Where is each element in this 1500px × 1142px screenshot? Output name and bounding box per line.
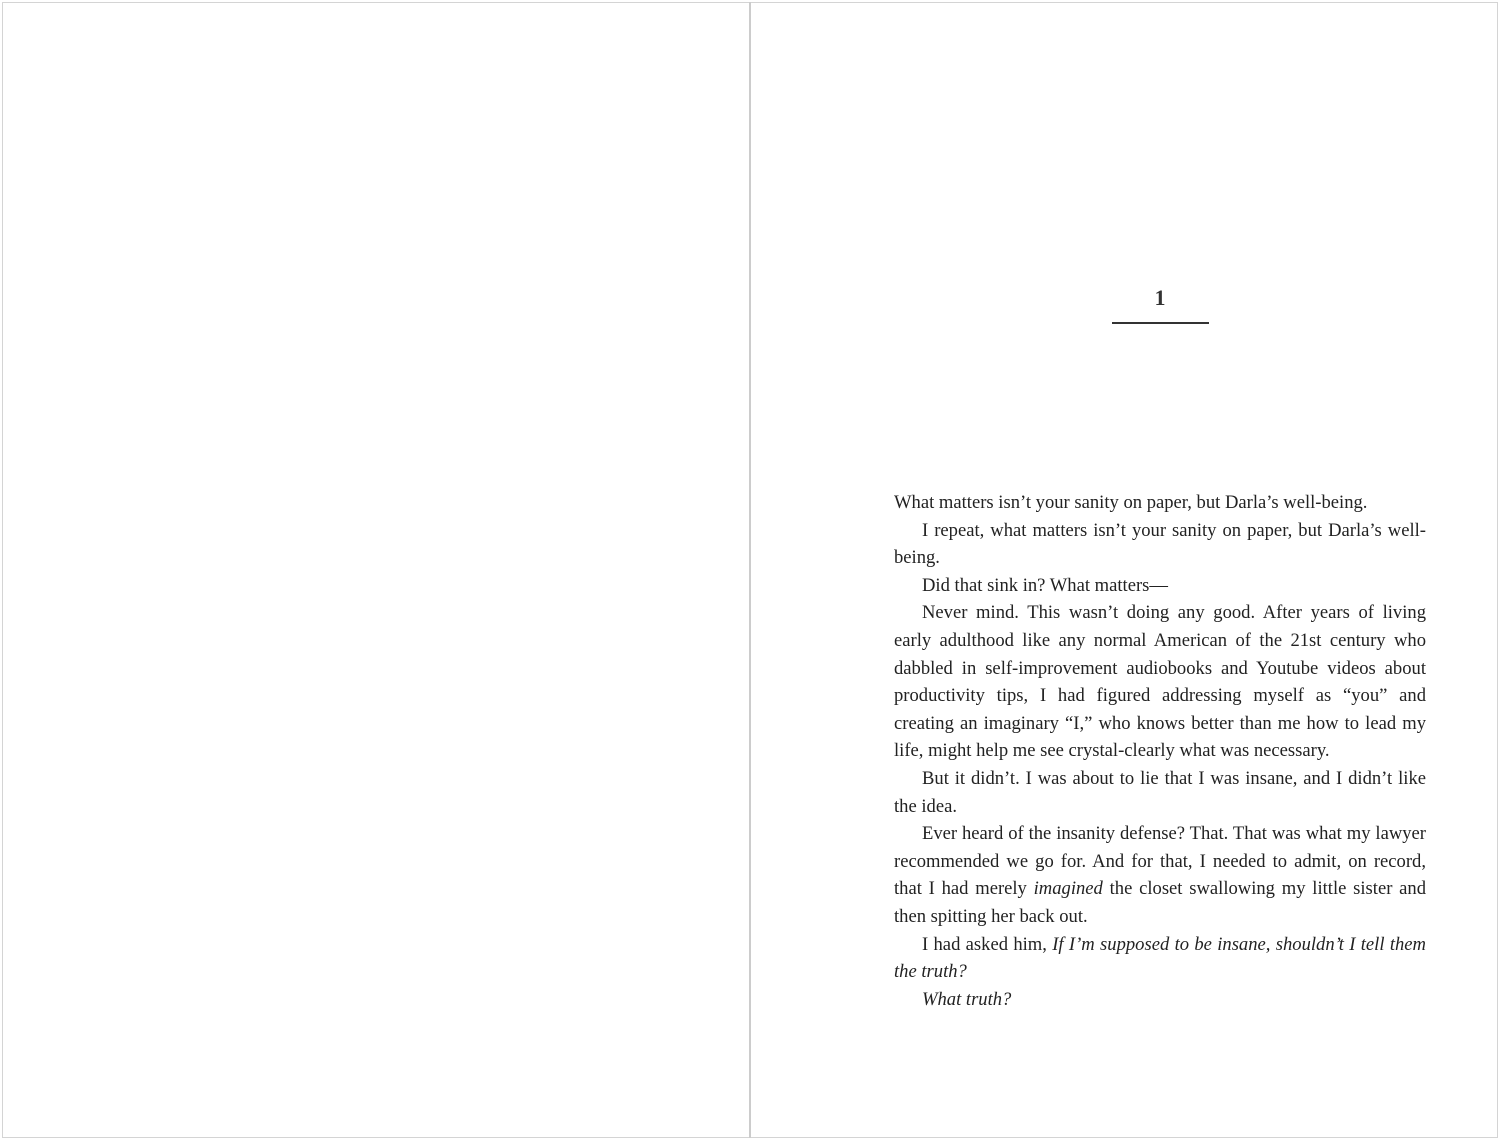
italic-emphasis: imagined [1033, 878, 1103, 900]
paragraph [894, 820, 1426, 930]
chapter-rule [1112, 322, 1209, 324]
paragraph: Never mind. This wasn’t doing any good. After years of living early adulthood like any normal American of the 21st century who dabbled in self-improvement audiobooks and Youtube videos about productivity tips, I had figured addressing myself as “you” and creating an imaginary “I,” who knows better than me how to lead my life, might help me see crystal-clearly what was necessary. [894, 602, 1426, 762]
paragraph-text: I had asked him, [922, 933, 1053, 955]
paragraph: Did that sink in? What matters— [922, 574, 1168, 596]
italic-thought: What truth? [922, 988, 1012, 1010]
chapter-body [894, 489, 1426, 1013]
paragraph: What matters isn’t your sanity on paper, but Darla’s well-being. [894, 492, 1368, 513]
book-gutter [749, 2, 751, 1138]
paragraph-text: the closet swallowing my little sister and then spitting her back out. [894, 878, 1427, 927]
chapter-number: 1 [1154, 285, 1166, 310]
paragraph [894, 986, 1426, 1014]
paragraph [894, 931, 1426, 986]
paragraph: I repeat, what matters isn’t your sanity on paper, but Darla’s well-being. [894, 519, 1426, 569]
right-page [750, 2, 1498, 1138]
paragraph: But it didn’t. I was about to lie that I was insane, and I didn’t like the idea. [894, 767, 1426, 817]
left-page [2, 2, 750, 1138]
italic-thought: If I’m supposed to be insane, shouldn’t I tell them the truth? [894, 933, 1426, 983]
paragraph-text: Ever heard of the insanity defense? That. That was what my lawyer recommended we go for. And for that, I needed to admit, on record, that I had merely [894, 823, 1426, 900]
